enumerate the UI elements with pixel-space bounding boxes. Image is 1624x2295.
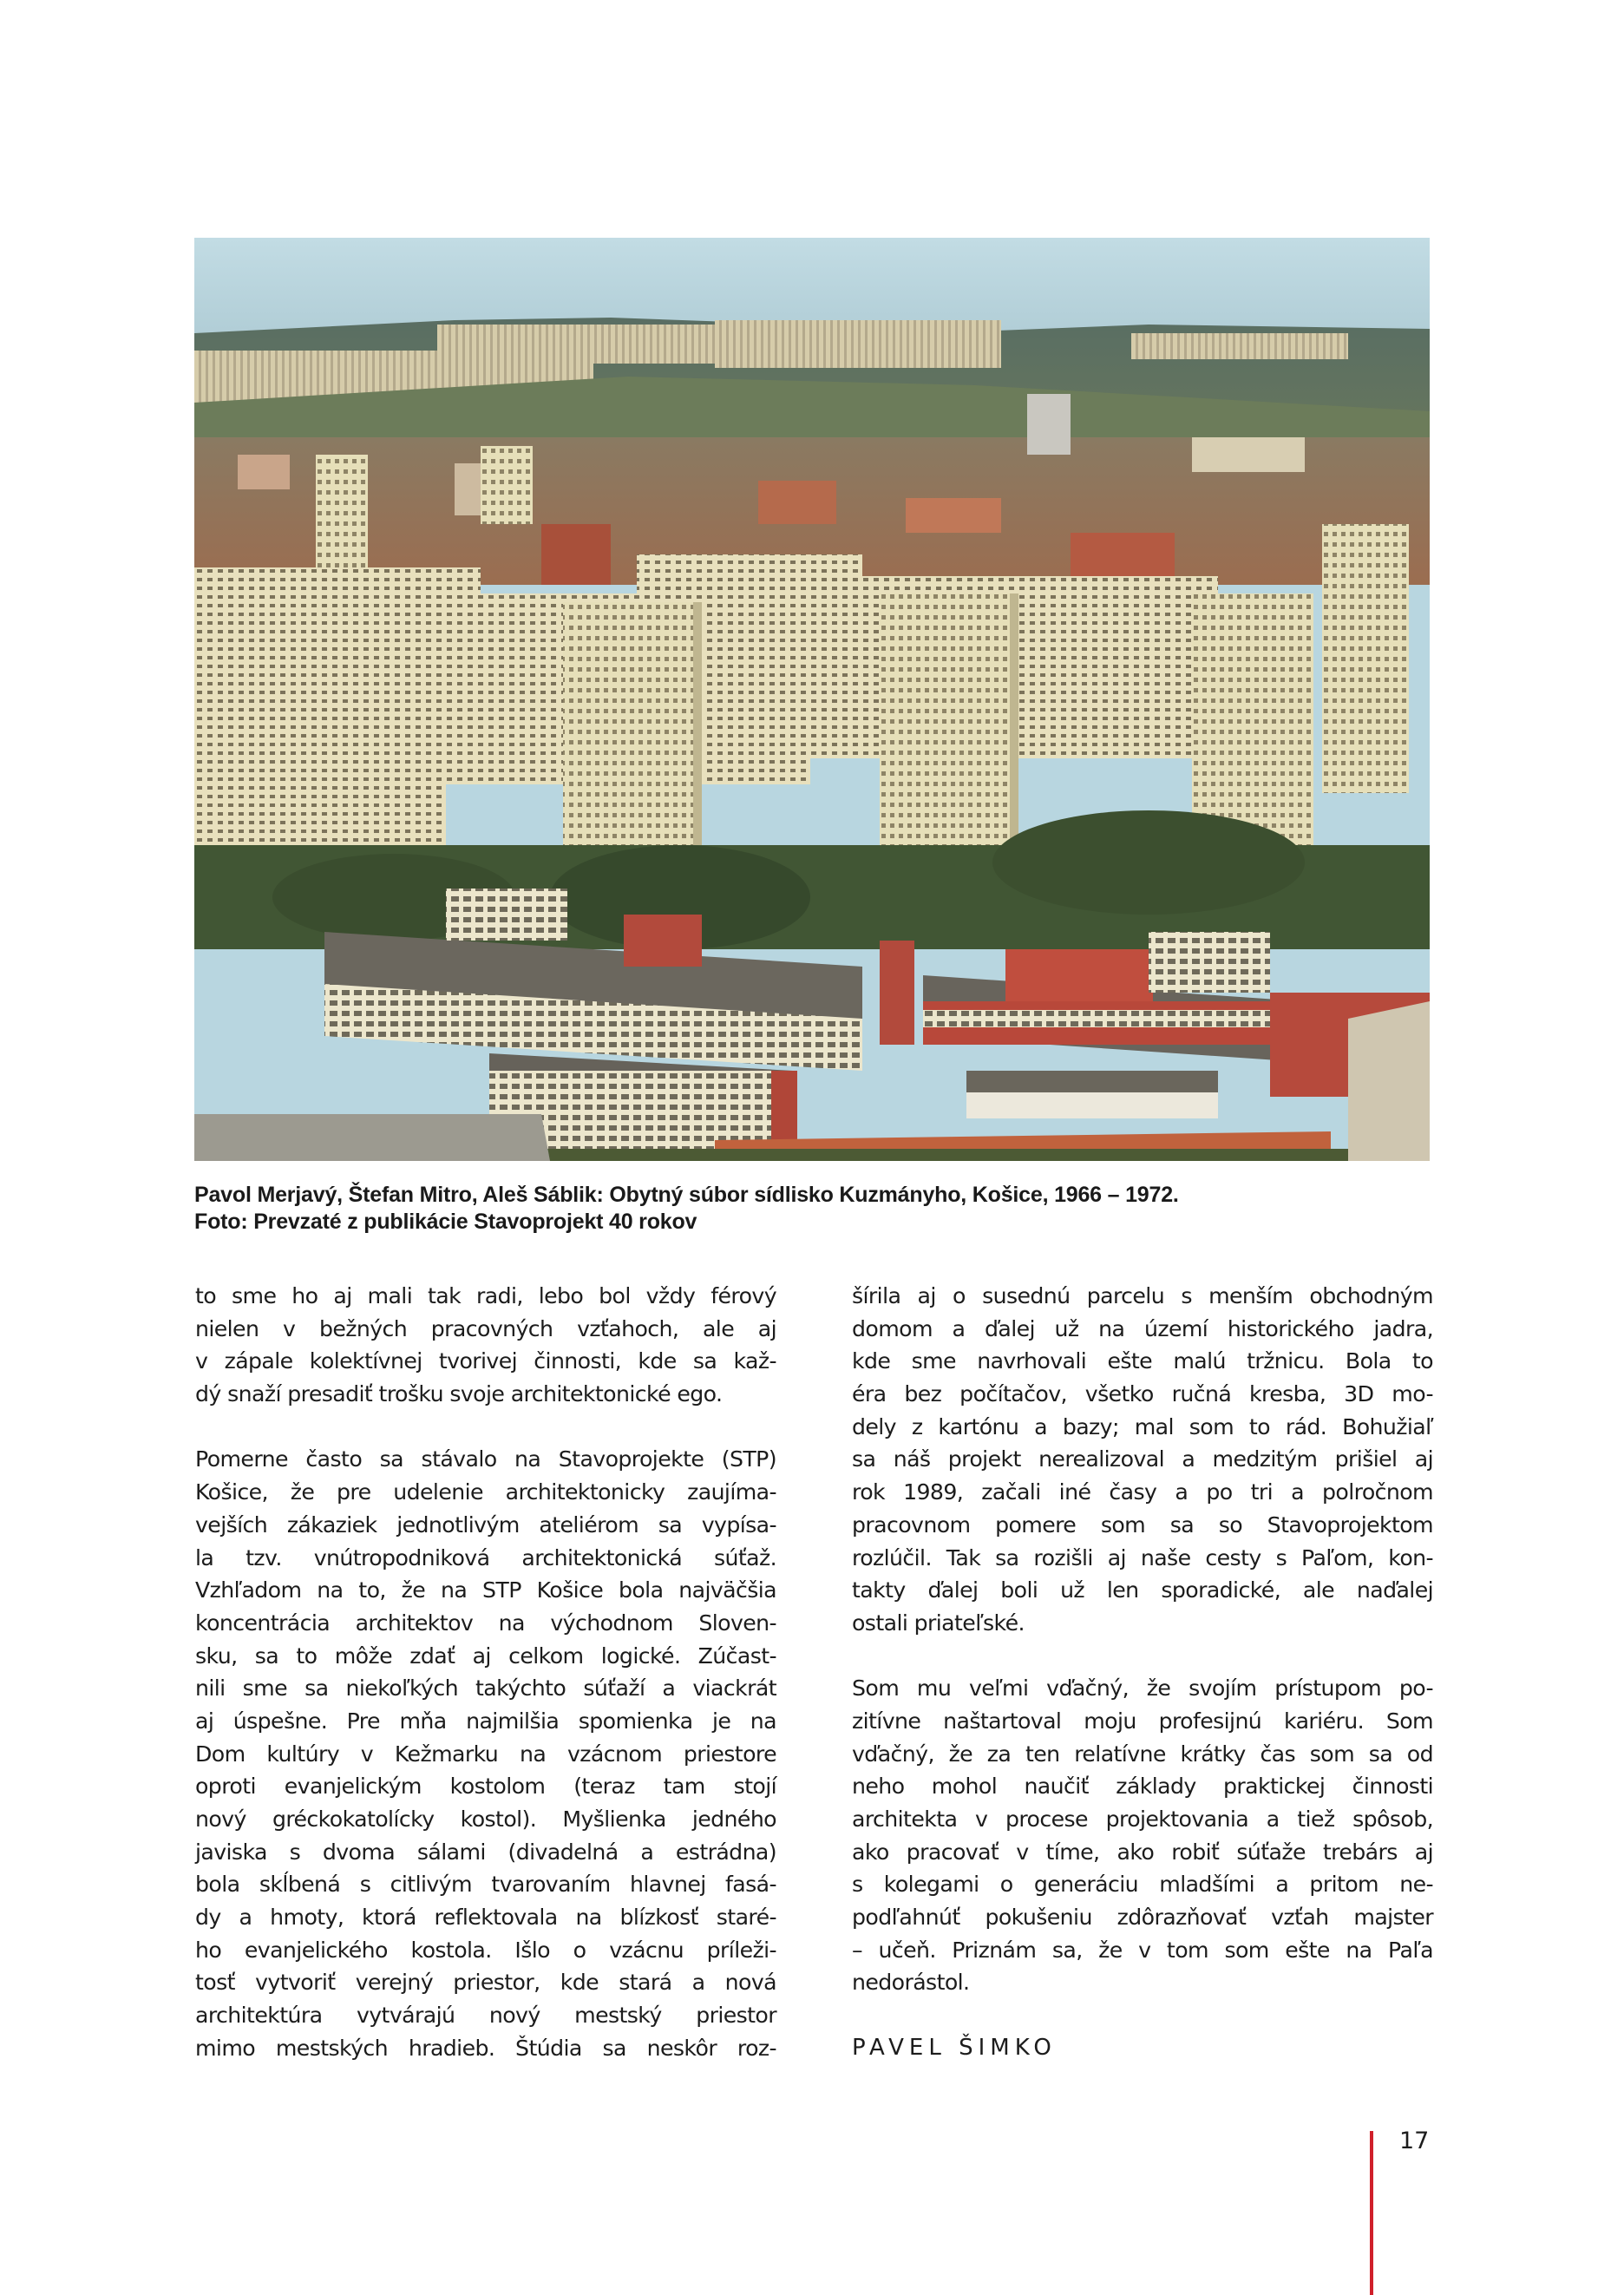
text-line: nielen v bežných pracovných vzťahoch, ale aj bbox=[195, 1315, 776, 1341]
text-line: ako pracovať v tíme, ako robiť súťaže trebárs aj bbox=[852, 1839, 1433, 1865]
paragraph bbox=[195, 1280, 776, 1411]
text-line: Košice, že pre udelenie architektonicky zaujíma- bbox=[195, 1479, 776, 1505]
text-column-right bbox=[852, 1280, 1433, 2065]
paragraph bbox=[195, 1443, 776, 2064]
text-line: rozlúčil. Tak sa rozišli aj naše cesty s Paľom, kon- bbox=[852, 1544, 1433, 1570]
text-line: šírila aj o susednú parcelu s menším obchodným bbox=[852, 1283, 1433, 1308]
text-line: rok 1989, začali iné časy a po tri a polročnom bbox=[852, 1479, 1433, 1505]
text-line: tosť vytvoriť verejný priestor, kde stará a nová bbox=[195, 1970, 776, 1996]
aerial-photo-kuzmanyho-housing-estate bbox=[194, 238, 1430, 1161]
photo-caption bbox=[194, 1182, 1435, 1236]
caption-line-source: Foto: Prevzaté z publikácie Stavoprojekt 40 rokov bbox=[194, 1210, 697, 1234]
paragraph-spacer bbox=[852, 1640, 1433, 1673]
text-line: vďačný, že za ten relatívne krátky čas som sa od bbox=[852, 1741, 1433, 1767]
text-line: nedorástol. bbox=[852, 1970, 970, 1996]
text-line: zitívne naštartoval moju profesijnú kariéru. Som bbox=[852, 1708, 1433, 1734]
text-line: s kolegami o generáciu mladšími a pritom ne- bbox=[852, 1872, 1433, 1898]
caption-line-credits: Pavol Merjavý, Štefan Mitro, Aleš Sáblik: Obytný súbor sídlisko Kuzmányho, Košice, 1966 – 1972. bbox=[194, 1183, 1179, 1207]
text-line: neho mohol naučiť základy praktickej činnosti bbox=[852, 1774, 1433, 1800]
text-line: éra bez počítačov, všetko ručná kresba, 3D mo- bbox=[852, 1381, 1433, 1407]
text-line: vejších zákaziek jednotlivým ateliérom sa vypísa- bbox=[195, 1511, 776, 1538]
text-line: ostali priateľské. bbox=[852, 1610, 1025, 1636]
text-line: koncentrácia architektov na východnom Sloven- bbox=[195, 1610, 776, 1636]
text-line: sku, sa to môže zdať aj celkom logické. Zúčast- bbox=[195, 1643, 776, 1669]
text-line: sa náš projekt nerealizoval a medzitým prišiel aj bbox=[852, 1446, 1433, 1472]
text-line: la tzv. vnútropodniková architektonická súťaž. bbox=[195, 1544, 776, 1570]
text-line: dy a hmoty, ktorá reflektovala na blízkosť staré- bbox=[195, 1905, 776, 1931]
text-line: architekta v procese projektovania a tiež spôsob, bbox=[852, 1806, 1433, 1832]
text-line: to sme ho aj mali tak radi, lebo bol vždy férový bbox=[195, 1283, 776, 1308]
text-line: nový gréckokatolícky kostol). Myšlienka jedného bbox=[195, 1806, 776, 1832]
paragraph-spacer bbox=[852, 1999, 1433, 2032]
photo-illustration bbox=[194, 238, 1430, 1161]
paragraph bbox=[852, 1672, 1433, 1999]
page-number-rule bbox=[1370, 2131, 1373, 2295]
text-line: mimo mestských hradieb. Štúdia sa neskôr roz- bbox=[195, 2035, 776, 2061]
text-line: aj úspešne. Pre mňa najmilšia spomienka je na bbox=[195, 1708, 776, 1734]
text-line: takty ďalej boli už len sporadické, ale naďalej bbox=[852, 1577, 1433, 1603]
text-line: podľahnúť pokušeniu zdôrazňovať vzťah majster bbox=[852, 1905, 1433, 1931]
author-signature: PAVEL ŠIMKO bbox=[852, 2034, 1057, 2061]
text-line: – učeň. Priznám sa, že v tom som ešte na Paľa bbox=[852, 1937, 1433, 1963]
text-line: Som mu veľmi vďačný, že svojím prístupom po- bbox=[852, 1675, 1433, 1702]
paragraph bbox=[852, 1280, 1433, 1640]
text-line: oproti evanjelickým kostolom (teraz tam stojí bbox=[195, 1774, 776, 1800]
text-line: ho evanjelického kostola. Išlo o vzácnu príleži- bbox=[195, 1937, 776, 1963]
text-line: Dom kultúry v Kežmarku na vzácnom priestore bbox=[195, 1741, 776, 1767]
text-line: kde sme navrhovali ešte malú tržnicu. Bola to bbox=[852, 1348, 1433, 1374]
text-line: javiska s dvoma sálami (divadelná a estrádna) bbox=[195, 1839, 776, 1865]
text-line: domom a ďalej už na území historického jadra, bbox=[852, 1315, 1433, 1341]
text-column-left bbox=[195, 1280, 776, 2065]
paragraph-spacer bbox=[195, 1411, 776, 1444]
page-number: 17 bbox=[1399, 2128, 1430, 2154]
text-line: bola skĺbená s citlivým tvarovaním hlavnej fasá- bbox=[195, 1872, 776, 1898]
text-line: architektúra vytvárajú nový mestský priestor bbox=[195, 2003, 776, 2029]
text-line: dely z kartónu a bazy; mal som to rád. Bohužiaľ bbox=[852, 1413, 1433, 1439]
text-line: Pomerne často sa stávalo na Stavoprojekte (STP) bbox=[195, 1446, 776, 1472]
text-line: v zápale kolektívnej tvorivej činnosti, kde sa kaž- bbox=[195, 1348, 776, 1374]
text-line: Vzhľadom na to, že na STP Košice bola najväčšia bbox=[195, 1577, 776, 1603]
text-line: nili sme sa niekoľkých takýchto súťaží a viackrát bbox=[195, 1675, 776, 1702]
text-line: pracovnom pomere som sa so Stavoprojektom bbox=[852, 1511, 1433, 1538]
text-line: dý snaží presadiť trošku svoje architektonické ego. bbox=[195, 1381, 723, 1407]
